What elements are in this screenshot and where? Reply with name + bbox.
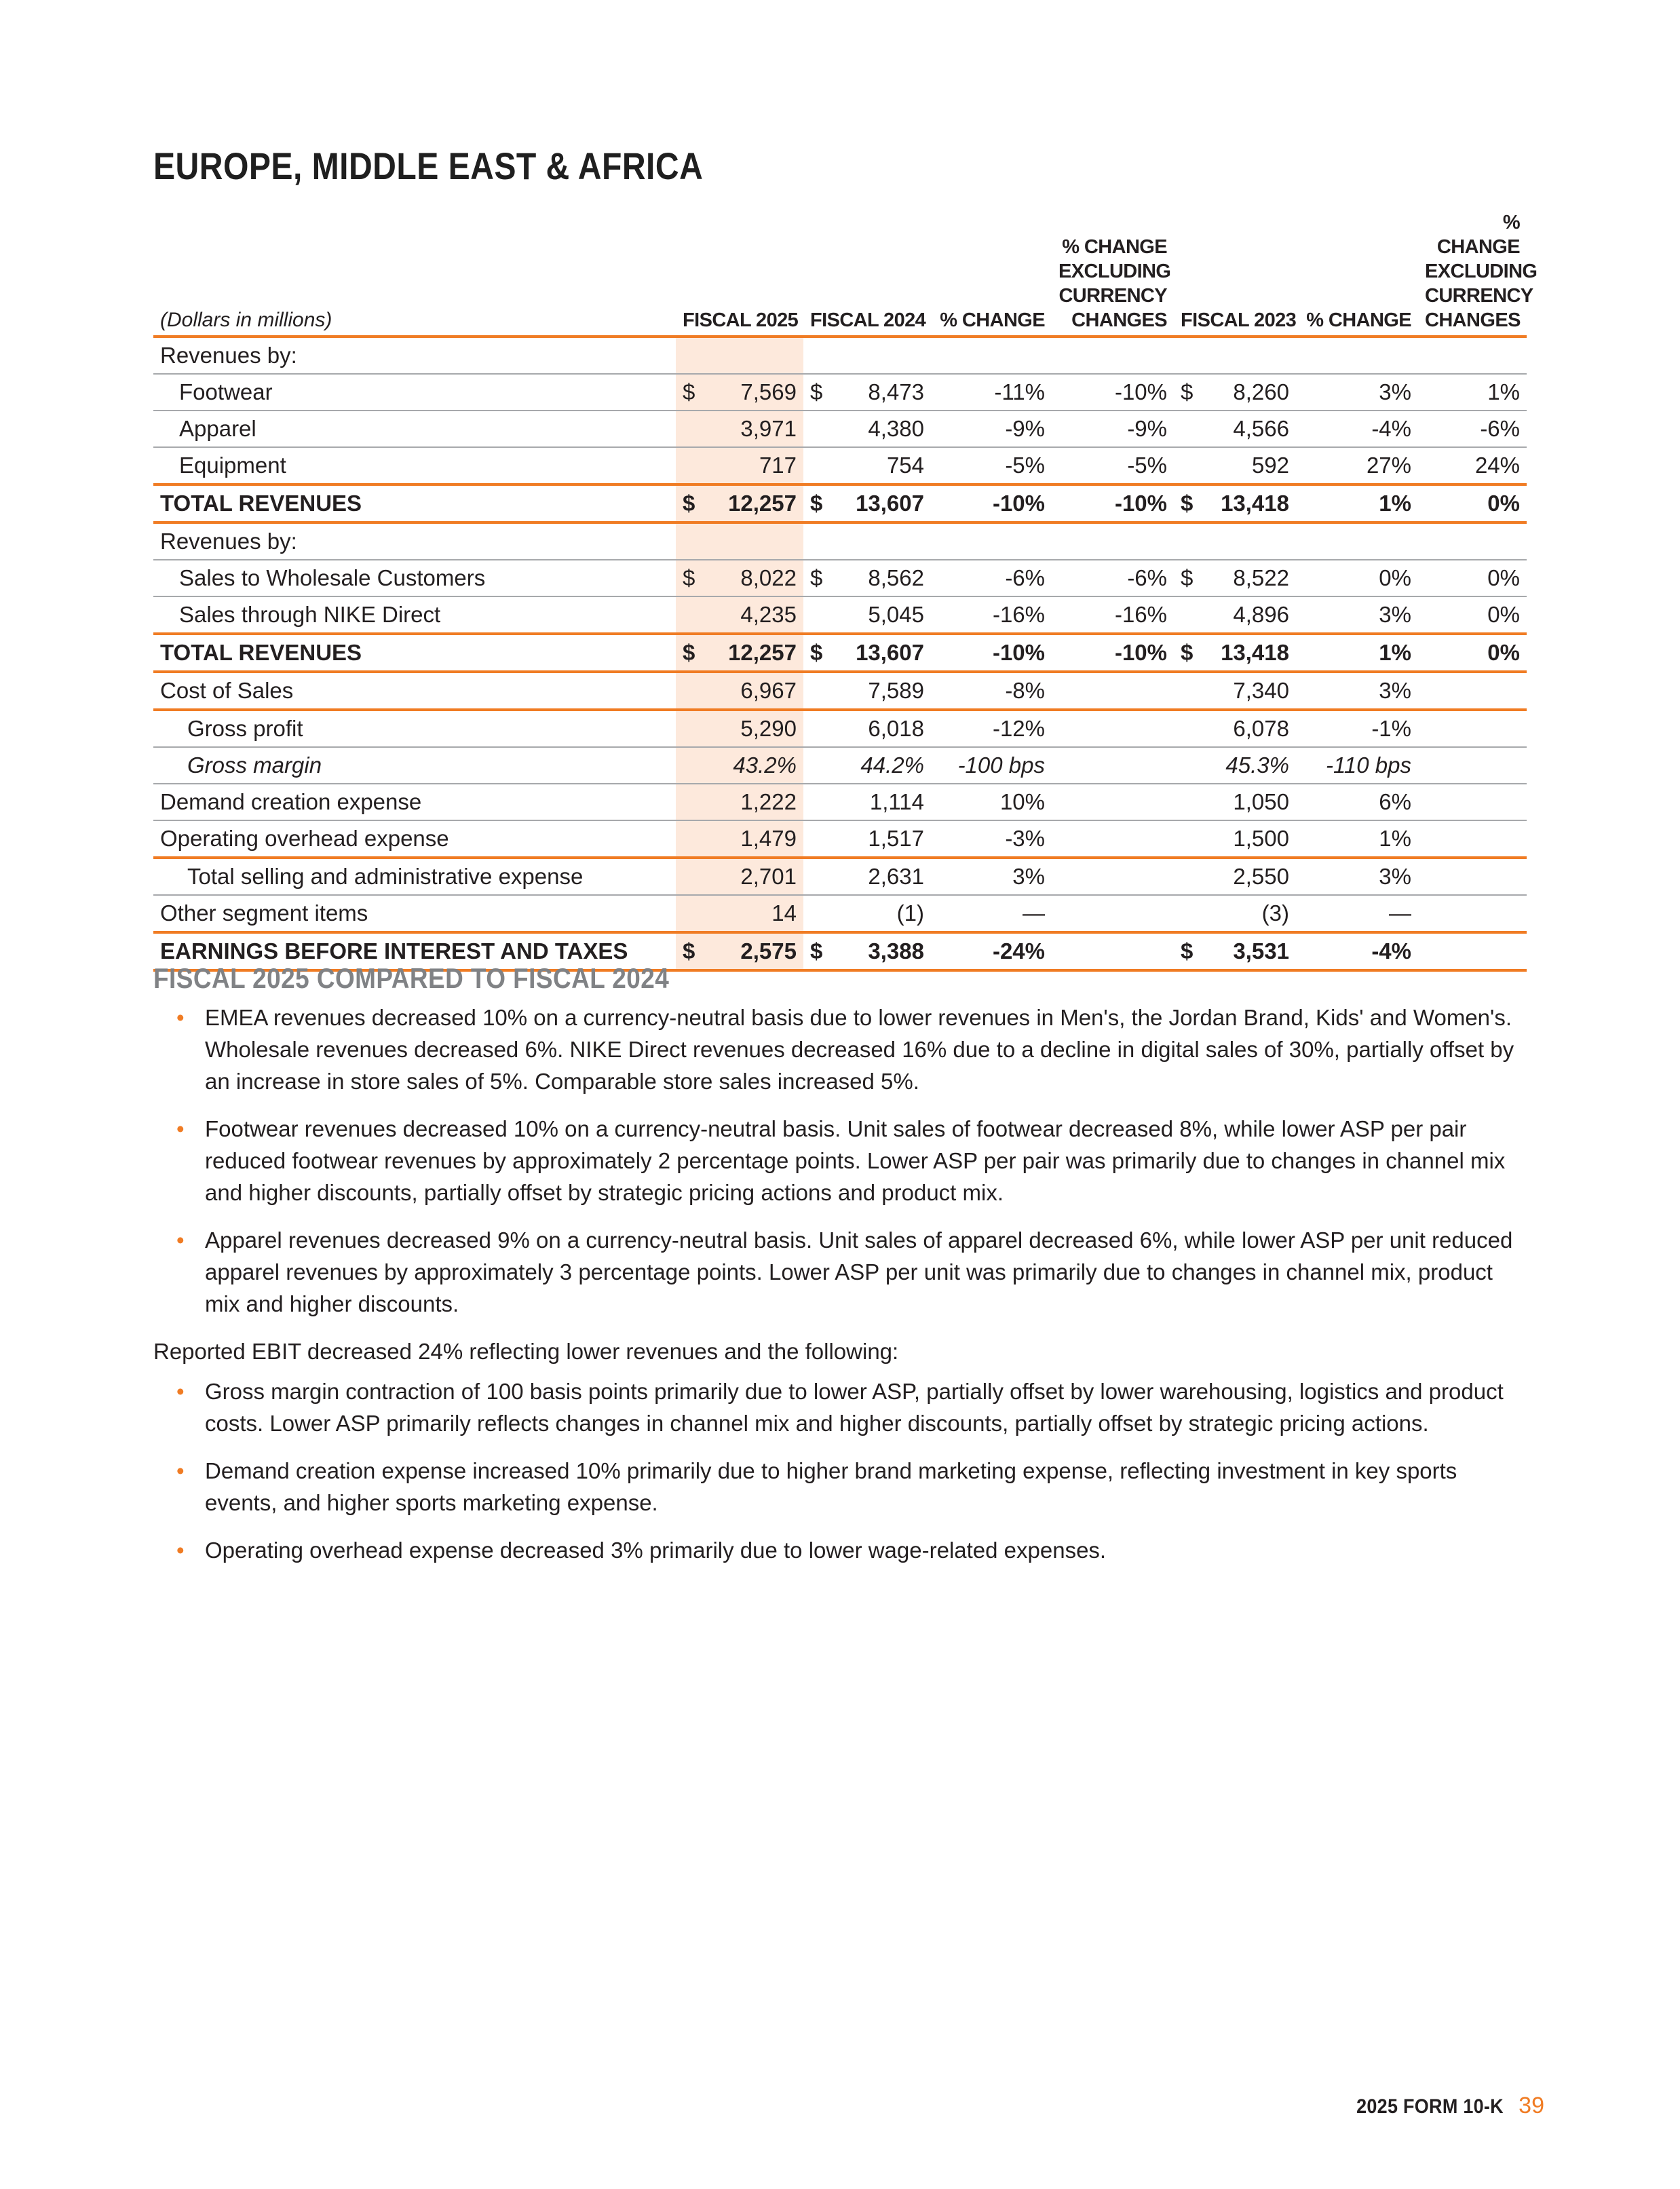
cell-fiscal-2024 — [803, 411, 931, 447]
cell-pct-ex-currency-1: -10% — [1114, 491, 1167, 516]
cell-fiscal-2024-value: 1,517 — [868, 826, 924, 851]
units-label: (Dollars in millions) — [160, 309, 332, 331]
cell-pct-ex-currency-1 — [1052, 672, 1174, 710]
cell-fiscal-2023-value: (3) — [1261, 900, 1289, 926]
ebit-intro: Reported EBIT decreased 24% reflecting lower revenues and the following: — [153, 1339, 899, 1364]
cell-fiscal-2024-value: 8,473 — [868, 379, 924, 404]
cell-fiscal-2023-value: 6,078 — [1233, 716, 1289, 741]
cell-pct-change-1: -10% — [992, 491, 1045, 516]
cell-fiscal-2025 — [676, 447, 803, 484]
row-label: EARNINGS BEFORE INTEREST AND TAXES — [160, 938, 628, 964]
cell-fiscal-2024 — [803, 337, 931, 374]
cell-pct-change-1: -5% — [1005, 453, 1045, 478]
cell-fiscal-2025 — [676, 858, 803, 895]
cell-fiscal-2025 — [676, 710, 803, 747]
cell-pct-ex-currency-2: 0% — [1487, 640, 1520, 665]
cell-fiscal-2025-value: 12,257 — [728, 491, 797, 516]
cell-pct-ex-currency-1: -6% — [1127, 565, 1167, 590]
bullet-text: Footwear revenues decreased 10% on a currency-neutral basis. Unit sales of footwear decreased 8%, while lower ASP per pair reduced footwear revenues by approximately 2 percentage points. Lower ASP per pair was primarily due to changes in channel mix and higher discounts, partially offset by strategic pricing actions and product mix. — [205, 1116, 1506, 1205]
cell-fiscal-2023 — [1174, 596, 1296, 634]
bullet-item — [153, 1113, 1531, 1208]
table-row — [153, 447, 1527, 484]
currency-symbol: $ — [1181, 565, 1194, 590]
row-label: Demand creation expense — [160, 789, 422, 814]
cell-fiscal-2023-value: 2,550 — [1233, 864, 1289, 889]
cell-pct-ex-currency-1 — [1052, 337, 1174, 374]
cell-fiscal-2024 — [803, 560, 931, 596]
cell-pct-change-2: 1% — [1379, 640, 1411, 665]
table-row — [153, 596, 1527, 634]
cell-fiscal-2025 — [676, 672, 803, 710]
table-row — [153, 820, 1527, 858]
bullet-list-revenues — [153, 1002, 1531, 1320]
bullet-icon: • — [176, 1227, 185, 1253]
cell-pct-ex-currency-2 — [1418, 710, 1527, 747]
cell-fiscal-2025 — [676, 484, 803, 522]
cell-fiscal-2025-value: 4,235 — [740, 602, 797, 627]
cell-fiscal-2023 — [1174, 337, 1296, 374]
table-row — [153, 747, 1527, 784]
cell-pct-change-1: -11% — [994, 379, 1045, 404]
cell-pct-change-2: -1% — [1371, 716, 1411, 741]
cell-fiscal-2023-value: 3,531 — [1233, 938, 1289, 964]
cell-pct-change-2: — — [1389, 900, 1411, 926]
cell-pct-ex-currency-1 — [1052, 747, 1174, 784]
currency-symbol: $ — [683, 491, 695, 516]
cell-pct-ex-currency-2 — [1418, 932, 1527, 970]
cell-fiscal-2025 — [676, 337, 803, 374]
cell-fiscal-2024-value: (1) — [896, 900, 924, 926]
cell-pct-change-1: -9% — [1005, 416, 1045, 441]
cell-fiscal-2023-value: 8,522 — [1233, 565, 1289, 590]
col-fiscal-2023: FISCAL 2023 — [1181, 309, 1297, 331]
cell-fiscal-2025-value: 6,967 — [740, 678, 797, 703]
cell-fiscal-2023 — [1174, 672, 1296, 710]
cell-pct-ex-currency-2 — [1418, 784, 1527, 820]
cell-fiscal-2024 — [803, 932, 931, 970]
cell-pct-change-1: -3% — [1005, 826, 1045, 851]
cell-fiscal-2025 — [676, 932, 803, 970]
cell-pct-ex-currency-2 — [1418, 337, 1527, 374]
currency-symbol: $ — [810, 491, 823, 516]
col-pct-ex-currency-2: % CHANGE EXCLUDING CURRENCY CHANGES — [1425, 212, 1538, 331]
bullet-icon: • — [176, 1005, 185, 1030]
table-row — [153, 337, 1527, 374]
cell-pct-ex-currency-1 — [1052, 820, 1174, 858]
cell-pct-change-2: -4% — [1371, 416, 1411, 441]
table-row — [153, 634, 1527, 672]
cell-fiscal-2023 — [1174, 932, 1296, 970]
currency-symbol: $ — [683, 640, 695, 665]
currency-symbol: $ — [683, 938, 695, 964]
table-row — [153, 784, 1527, 820]
row-label: Revenues by: — [160, 529, 297, 554]
cell-pct-change-1: — — [1023, 900, 1045, 926]
bullet-icon: • — [176, 1458, 185, 1483]
cell-pct-change-2: 3% — [1379, 864, 1411, 889]
cell-fiscal-2024-value: 5,045 — [868, 602, 924, 627]
bullet-list-ebit — [153, 1375, 1531, 1566]
bullet-item — [153, 1224, 1531, 1320]
row-label: Operating overhead expense — [160, 826, 449, 851]
cell-pct-change-2: 1% — [1379, 491, 1411, 516]
cell-fiscal-2025 — [676, 634, 803, 672]
cell-fiscal-2024 — [803, 820, 931, 858]
cell-fiscal-2025 — [676, 522, 803, 560]
currency-symbol: $ — [810, 379, 823, 404]
cell-fiscal-2023 — [1174, 522, 1296, 560]
cell-fiscal-2023-value: 13,418 — [1221, 640, 1289, 665]
cell-pct-change-2: 6% — [1379, 789, 1411, 814]
cell-fiscal-2024 — [803, 596, 931, 634]
cell-fiscal-2024 — [803, 784, 931, 820]
currency-symbol: $ — [1181, 938, 1194, 964]
col-pct-ex-currency-1: % CHANGE EXCLUDING CURRENCY CHANGES — [1058, 236, 1171, 331]
row-label: Revenues by: — [160, 343, 297, 368]
cell-fiscal-2024-value: 754 — [886, 453, 924, 478]
cell-fiscal-2023 — [1174, 858, 1296, 895]
cell-fiscal-2025 — [676, 374, 803, 411]
bullet-icon: • — [176, 1379, 185, 1404]
cell-fiscal-2025-value: 1,479 — [740, 826, 797, 851]
cell-pct-change-2: 3% — [1379, 678, 1411, 703]
row-label: Sales to Wholesale Customers — [179, 565, 486, 590]
cell-pct-change-1: -24% — [992, 938, 1045, 964]
cell-pct-ex-currency-2 — [1418, 747, 1527, 784]
cell-pct-ex-currency-1 — [1052, 784, 1174, 820]
cell-pct-change-1: 10% — [999, 789, 1045, 814]
cell-fiscal-2023 — [1174, 374, 1296, 411]
cell-fiscal-2025-value: 12,257 — [728, 640, 797, 665]
cell-fiscal-2025-value: 5,290 — [740, 716, 797, 741]
table-row — [153, 374, 1527, 411]
table-row — [153, 858, 1527, 895]
cell-pct-change-2: -4% — [1371, 938, 1411, 964]
cell-fiscal-2024 — [803, 447, 931, 484]
cell-pct-change-1 — [931, 337, 1052, 374]
currency-symbol: $ — [1181, 491, 1194, 516]
cell-fiscal-2025 — [676, 411, 803, 447]
bullet-item — [153, 1375, 1531, 1439]
cell-fiscal-2023-value: 4,566 — [1233, 416, 1289, 441]
cell-pct-change-2: 3% — [1379, 379, 1411, 404]
cell-fiscal-2023-value: 592 — [1251, 453, 1289, 478]
cell-fiscal-2025 — [676, 747, 803, 784]
cell-pct-ex-currency-1 — [1052, 710, 1174, 747]
cell-fiscal-2025-value: 8,022 — [740, 565, 797, 590]
row-label: Equipment — [179, 453, 286, 478]
cell-fiscal-2023 — [1174, 747, 1296, 784]
cell-fiscal-2024-value: 13,607 — [856, 640, 924, 665]
table-row — [153, 895, 1527, 932]
row-label: Gross margin — [187, 753, 322, 778]
cell-fiscal-2023-value: 13,418 — [1221, 491, 1289, 516]
cell-pct-ex-currency-2: 0% — [1487, 602, 1520, 627]
cell-pct-change-1: -100 bps — [957, 753, 1045, 778]
cell-fiscal-2024-value: 3,388 — [868, 938, 924, 964]
table-header-row — [153, 210, 1527, 337]
cell-pct-ex-currency-1 — [1052, 932, 1174, 970]
cell-pct-change-1: -10% — [992, 640, 1045, 665]
table-row — [153, 522, 1527, 560]
table-row — [153, 710, 1527, 747]
cell-fiscal-2024 — [803, 522, 931, 560]
bullet-item — [153, 1534, 1531, 1566]
bullet-text: Demand creation expense increased 10% primarily due to higher brand marketing expense, reflecting investment in key sports events, and higher sports marketing expense. — [205, 1458, 1457, 1515]
cell-pct-ex-currency-1: -9% — [1127, 416, 1167, 441]
cell-pct-ex-currency-2: 0% — [1487, 491, 1520, 516]
cell-fiscal-2025-value: 3,971 — [740, 416, 797, 441]
cell-fiscal-2025 — [676, 596, 803, 634]
cell-fiscal-2025 — [676, 895, 803, 932]
cell-fiscal-2023 — [1174, 634, 1296, 672]
cell-fiscal-2023 — [1174, 484, 1296, 522]
row-label: Cost of Sales — [160, 678, 294, 703]
cell-fiscal-2024 — [803, 710, 931, 747]
cell-pct-ex-currency-2 — [1418, 672, 1527, 710]
cell-pct-change-1: -8% — [1005, 678, 1045, 703]
cell-fiscal-2024 — [803, 374, 931, 411]
form-label: 2025 FORM 10-K — [1356, 2095, 1504, 2118]
row-label: Gross profit — [187, 716, 303, 741]
table-row — [153, 484, 1527, 522]
cell-pct-change-2: 27% — [1366, 453, 1411, 478]
bullet-text: Apparel revenues decreased 9% on a currency-neutral basis. Unit sales of apparel decreased 6%, while lower ASP per unit reduced apparel revenues by approximately 3 percentage points. Lower ASP per unit was primarily due to changes in channel mix, product mix and higher discounts. — [205, 1227, 1513, 1316]
cell-pct-change-2 — [1296, 337, 1418, 374]
cell-pct-change-2 — [1296, 522, 1418, 560]
page-title: EUROPE, MIDDLE EAST & AFRICA — [153, 145, 704, 187]
row-label: Total selling and administrative expense — [187, 864, 584, 889]
emea-financial-table — [153, 210, 1538, 972]
cell-fiscal-2024 — [803, 672, 931, 710]
cell-pct-change-2: 1% — [1379, 826, 1411, 851]
cell-pct-ex-currency-1: -16% — [1114, 602, 1167, 627]
cell-pct-ex-currency-2 — [1418, 820, 1527, 858]
cell-fiscal-2024-value: 7,589 — [868, 678, 924, 703]
bullet-item — [153, 1455, 1531, 1519]
cell-pct-ex-currency-1: -10% — [1114, 379, 1167, 404]
cell-fiscal-2025-value: 2,701 — [740, 864, 797, 889]
cell-pct-ex-currency-2: 24% — [1474, 453, 1520, 478]
cell-fiscal-2025-value: 14 — [771, 900, 797, 926]
cell-fiscal-2024 — [803, 747, 931, 784]
cell-fiscal-2023-value: 7,340 — [1233, 678, 1289, 703]
cell-fiscal-2024-value: 6,018 — [868, 716, 924, 741]
cell-pct-ex-currency-2 — [1418, 858, 1527, 895]
table-row — [153, 560, 1527, 596]
cell-fiscal-2023 — [1174, 447, 1296, 484]
page-footer — [1340, 2093, 1544, 2119]
cell-pct-ex-currency-1 — [1052, 858, 1174, 895]
table-row — [153, 411, 1527, 447]
cell-fiscal-2023 — [1174, 560, 1296, 596]
cell-fiscal-2025 — [676, 784, 803, 820]
cell-pct-ex-currency-1 — [1052, 895, 1174, 932]
row-label: Sales through NIKE Direct — [179, 602, 441, 627]
cell-fiscal-2023 — [1174, 784, 1296, 820]
currency-symbol: $ — [810, 640, 823, 665]
cell-fiscal-2023 — [1174, 895, 1296, 932]
currency-symbol: $ — [1181, 379, 1194, 404]
cell-fiscal-2025-value: 7,569 — [740, 379, 797, 404]
cell-pct-ex-currency-2 — [1418, 522, 1527, 560]
cell-pct-change-2: 3% — [1379, 602, 1411, 627]
cell-fiscal-2024 — [803, 895, 931, 932]
cell-fiscal-2025-value: 1,222 — [740, 789, 797, 814]
cell-fiscal-2025 — [676, 820, 803, 858]
bullet-icon: • — [176, 1116, 185, 1141]
currency-symbol: $ — [810, 565, 823, 590]
commentary — [153, 1002, 1531, 1582]
bullet-text: EMEA revenues decreased 10% on a currency-neutral basis due to lower revenues in Men's, the Jordan Brand, Kids' and Women's. Wholesale revenues decreased 6%. NIKE Direct revenues decreased 16% due to a decline in digital sales of 30%, partially offset by an increase in store sales of 5%. Comparable store sales increased 5%. — [205, 1005, 1514, 1094]
currency-symbol: $ — [683, 565, 695, 590]
page-number: 39 — [1519, 2093, 1544, 2118]
cell-fiscal-2023-value: 1,500 — [1233, 826, 1289, 851]
currency-symbol: $ — [1181, 640, 1194, 665]
cell-pct-ex-currency-2: 1% — [1487, 379, 1520, 404]
currency-symbol: $ — [683, 379, 695, 404]
cell-fiscal-2024 — [803, 858, 931, 895]
cell-pct-ex-currency-1: -5% — [1127, 453, 1167, 478]
cell-fiscal-2024-value: 1,114 — [869, 789, 924, 814]
section-title: FISCAL 2025 COMPARED TO FISCAL 2024 — [153, 962, 670, 994]
cell-pct-change-1 — [931, 522, 1052, 560]
cell-fiscal-2025-value: 717 — [759, 453, 797, 478]
cell-fiscal-2023 — [1174, 710, 1296, 747]
bullet-item — [153, 1002, 1531, 1097]
cell-fiscal-2023 — [1174, 820, 1296, 858]
cell-pct-ex-currency-2: -6% — [1480, 416, 1520, 441]
col-fiscal-2025: FISCAL 2025 — [683, 309, 799, 331]
cell-fiscal-2024-value: 13,607 — [856, 491, 924, 516]
row-label: TOTAL REVENUES — [160, 491, 362, 516]
cell-fiscal-2023-value: 4,896 — [1233, 602, 1289, 627]
cell-pct-change-2: -110 bps — [1326, 753, 1411, 778]
cell-pct-ex-currency-1 — [1052, 522, 1174, 560]
cell-fiscal-2024-value: 2,631 — [868, 864, 924, 889]
cell-pct-change-1: -12% — [992, 716, 1045, 741]
bullet-text: Operating overhead expense decreased 3% primarily due to lower wage-related expenses. — [205, 1538, 1107, 1563]
row-label: Apparel — [179, 416, 256, 441]
cell-pct-ex-currency-2 — [1418, 895, 1527, 932]
cell-fiscal-2025 — [676, 560, 803, 596]
cell-pct-change-1: -6% — [1005, 565, 1045, 590]
row-label: TOTAL REVENUES — [160, 640, 362, 665]
cell-fiscal-2025-value: 2,575 — [740, 938, 797, 964]
bullet-icon: • — [176, 1538, 185, 1563]
cell-fiscal-2025-value: 43.2% — [733, 753, 797, 778]
currency-symbol: $ — [810, 938, 823, 964]
row-label: Other segment items — [160, 900, 368, 926]
row-label: Footwear — [179, 379, 273, 404]
cell-fiscal-2024 — [803, 484, 931, 522]
col-fiscal-2024: FISCAL 2024 — [810, 309, 926, 331]
cell-pct-change-2: 0% — [1379, 565, 1411, 590]
cell-fiscal-2024-value: 44.2% — [860, 753, 924, 778]
cell-pct-ex-currency-1: -10% — [1114, 640, 1167, 665]
table-row — [153, 672, 1527, 710]
cell-pct-change-1: -16% — [992, 602, 1045, 627]
col-pct-change-2: % CHANGE — [1306, 309, 1411, 331]
bullet-text: Gross margin contraction of 100 basis points primarily due to lower ASP, partially offset by lower warehousing, logistics and product costs. Lower ASP primarily reflects changes in channel mix and higher discounts, partially offset by strategic pricing actions. — [205, 1379, 1504, 1436]
col-pct-change-1: % CHANGE — [940, 309, 1045, 331]
cell-fiscal-2024-value: 8,562 — [868, 565, 924, 590]
cell-fiscal-2023-value: 45.3% — [1225, 753, 1289, 778]
cell-fiscal-2023 — [1174, 411, 1296, 447]
cell-fiscal-2023-value: 1,050 — [1233, 789, 1289, 814]
cell-fiscal-2024-value: 4,380 — [868, 416, 924, 441]
cell-fiscal-2024 — [803, 634, 931, 672]
cell-fiscal-2023-value: 8,260 — [1233, 379, 1289, 404]
cell-pct-change-1: 3% — [1012, 864, 1045, 889]
cell-pct-ex-currency-2: 0% — [1487, 565, 1520, 590]
